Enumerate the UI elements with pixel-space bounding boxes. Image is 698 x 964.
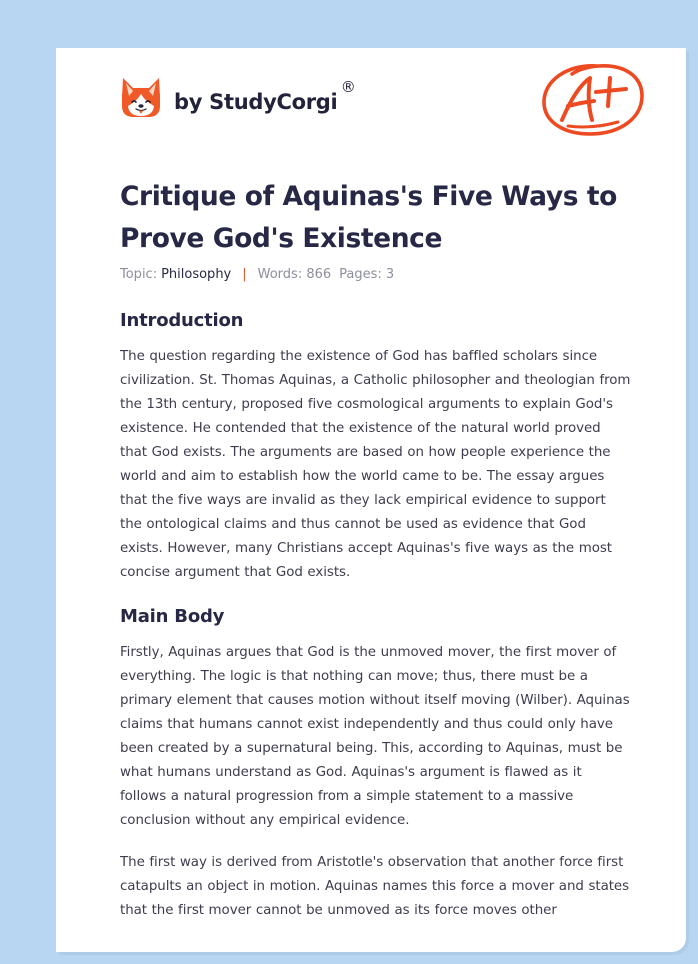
meta-separator: | <box>242 267 247 282</box>
paragraph: Firstly, Aquinas argues that God is the unmoved mover, the first mover of everything. The logic is that nothing can move; thus, there must be a primary element that causes motion without itself moving (Wilber). Aquinas claims that humans cannot exist independently and thus could only have been created by a supernatural being. This, according to Aquinas, must be what humans understand as God. Aquinas's argument is flawed as it follows a natural progression from a simple statement to a massive conclusion without any empirical evidence. <box>120 645 630 828</box>
registered-mark: ® <box>340 78 356 96</box>
word-count: Words: 866 <box>257 267 332 282</box>
document-content <box>120 176 632 923</box>
section-heading-main-body: Main Body <box>120 606 225 627</box>
a-plus-grade-icon <box>538 58 648 140</box>
page-count: Pages: 3 <box>339 267 395 282</box>
document-meta <box>120 267 632 282</box>
brand-text: by StudyCorgi <box>174 90 338 114</box>
topic-label: Topic: <box>120 267 158 282</box>
header <box>56 48 686 158</box>
paragraph: The question regarding the existence of God has baffled scholars since civilization. St. Thomas Aquinas, a Catholic philosopher and theologian from the 13th century, proposed five cosmological arguments to explain God's existence. He contended that the existence of the natural world proved that God exists. The arguments are based on how people experience the world and aim to establish how the world came to be. The essay argues that the five ways are invalid as they lack empirical evidence to support the ontological claims and thus cannot be used as evidence that God exists. However, many Christians accept Aquinas's five ways as the most concise argument that God exists. <box>120 349 631 580</box>
paragraph: The first way is derived from Aristotle's observation that another force first catapults an object in motion. Aquinas names this force a mover and states that the first mover cannot be unmoved as its force moves other <box>120 855 630 918</box>
document-card <box>56 48 686 952</box>
brand-name <box>174 78 356 114</box>
studycorgi-logo[interactable] <box>120 74 356 120</box>
corgi-icon <box>120 74 162 120</box>
section-heading-introduction: Introduction <box>120 310 244 331</box>
document-title: Critique of Aquinas's Five Ways to Prove God's Existence <box>120 181 617 254</box>
topic-link[interactable]: Philosophy <box>161 267 232 282</box>
